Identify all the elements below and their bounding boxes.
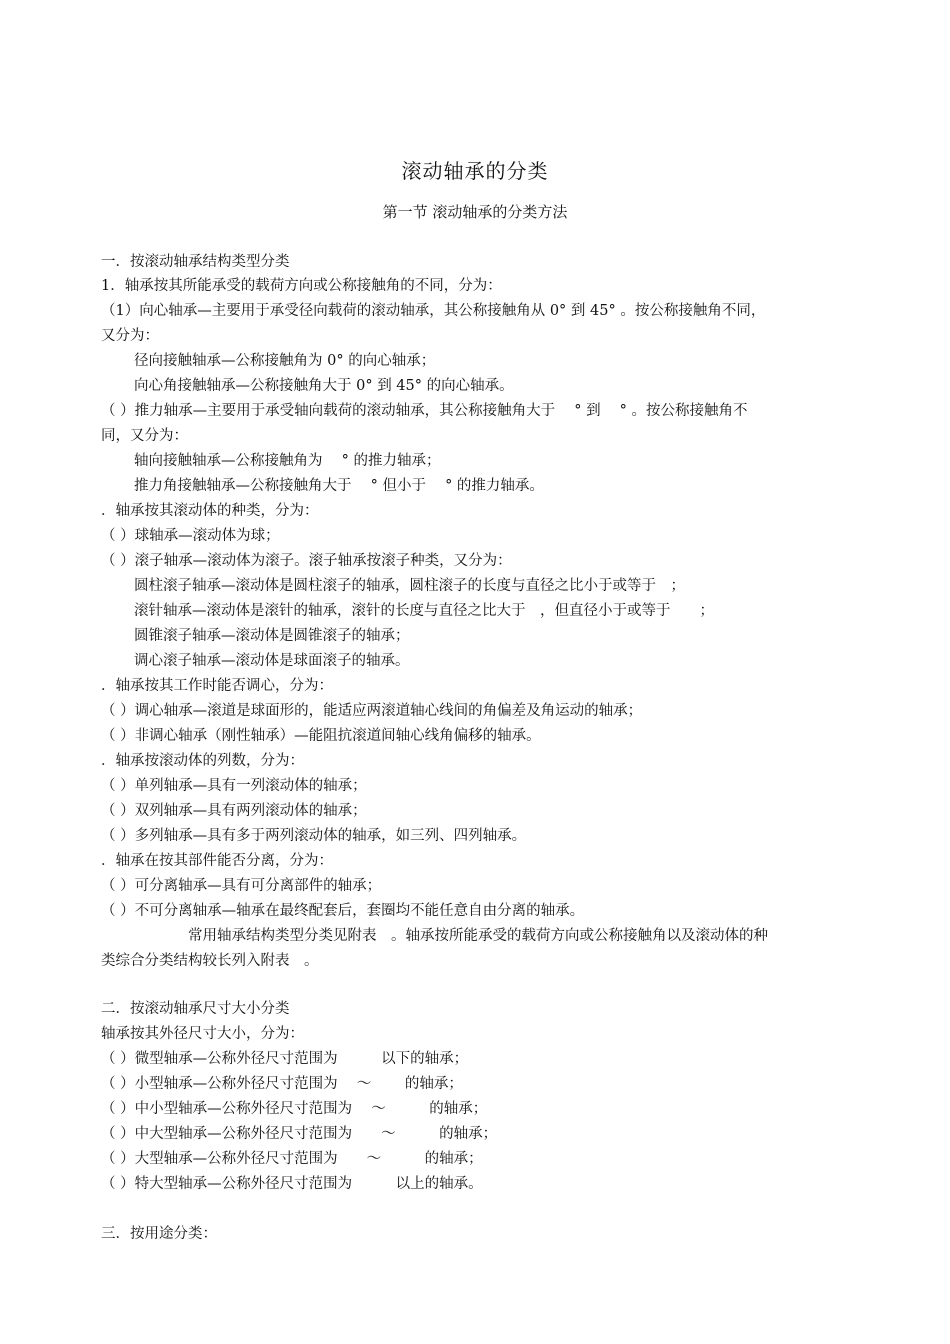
paragraph-line: （ ）双列轴承—具有两列滚动体的轴承；: [101, 803, 367, 819]
paragraph-line: 圆柱滚子轴承—滚动体是圆柱滚子的轴承，圆柱滚子的长度与直径之比小于或等于 ；: [134, 578, 685, 594]
section-heading: 第一节 滚动轴承的分类方法: [382, 203, 568, 221]
paragraph-line: 向心角接触轴承—公称接触角大于 0° 到 45° 的向心轴承。: [134, 378, 514, 394]
paragraph-line: （ ）多列轴承—具有多于两列滚动体的轴承，如三列、四列轴承。: [101, 828, 527, 844]
paragraph-line: （ ）中小型轴承—公称外径尺寸范围为 ～ 的轴承；: [101, 1101, 488, 1117]
paragraph-line: 同，又分为：: [101, 428, 188, 444]
paragraph-line: （ ）大型轴承—公称外径尺寸范围为 ～ 的轴承；: [101, 1151, 483, 1167]
paragraph-line: （ ）不可分离轴承—轴承在最终配套后，套圈均不能任意自由分离的轴承。: [101, 903, 585, 919]
paragraph-line: 1．轴承按其所能承受的载荷方向或公称接触角的不同，分为：: [101, 278, 502, 294]
paragraph-line: （ ）中大型轴承—公称外径尺寸范围为 ～ 的轴承；: [101, 1126, 498, 1142]
paragraph-line: （ ）可分离轴承—具有可分离部件的轴承；: [101, 878, 382, 894]
paragraph-line: （ ）调心轴承—滚道是球面形的，能适应两滚道轴心线间的角偏差及角运动的轴承；: [101, 703, 643, 719]
paragraph-line: 径向接触轴承—公称接触角为 0° 的向心轴承；: [134, 353, 436, 369]
paragraph-line: 圆锥滚子轴承—滚动体是圆锥滚子的轴承；: [134, 628, 410, 644]
paragraph-line: ．轴承在按其部件能否分离，分为：: [101, 853, 333, 869]
paragraph-line: 轴向接触轴承—公称接触角为 ° 的推力轴承；: [134, 453, 441, 469]
paragraph-line: （ ）球轴承—滚动体为球；: [101, 528, 280, 544]
heading-usage: 三．按用途分类：: [101, 1226, 217, 1242]
document-title: 滚动轴承的分类: [401, 159, 549, 183]
paragraph-line: 轴承按其外径尺寸大小，分为：: [101, 1026, 304, 1042]
paragraph-line: 类综合分类结构较长列入附表 。: [101, 953, 319, 969]
paragraph-line: 滚针轴承—滚动体是滚针的轴承，滚针的长度与直径之比大于 ，但直径小于或等于 ；: [134, 603, 714, 619]
paragraph-line: （1）向心轴承—主要用于承受径向载荷的滚动轴承，其公称接触角从 0° 到 45° 。按公称接触角不同，: [101, 303, 766, 319]
paragraph-line: 常用轴承结构类型分类见附表 。轴承按所能承受的载荷方向或公称接触角以及滚动体的种: [188, 928, 768, 944]
paragraph-line: ．轴承按其工作时能否调心，分为：: [101, 678, 333, 694]
paragraph-line: ．轴承按其滚动体的种类，分为：: [101, 503, 319, 519]
heading-size: 二．按滚动轴承尺寸大小分类: [101, 1001, 290, 1017]
paragraph-line: 推力角接触轴承—公称接触角大于 ° 但小于 ° 的推力轴承。: [134, 478, 544, 494]
paragraph-line: （ ）推力轴承—主要用于承受轴向载荷的滚动轴承，其公称接触角大于 ° 到 ° 。按公称接触角不: [101, 403, 748, 419]
paragraph-line: （ ）特大型轴承—公称外径尺寸范围为 以上的轴承。: [101, 1176, 483, 1192]
paragraph-line: （ ）非调心轴承（刚性轴承）—能阻抗滚道间轴心线角偏移的轴承。: [101, 728, 541, 744]
paragraph-line: （ ）微型轴承—公称外径尺寸范围为 以下的轴承；: [101, 1051, 469, 1067]
paragraph-line: ．轴承按滚动体的列数，分为：: [101, 753, 304, 769]
paragraph-line: （ ）小型轴承—公称外径尺寸范围为 ～ 的轴承；: [101, 1076, 463, 1092]
paragraph-line: （ ）滚子轴承—滚动体为滚子。滚子轴承按滚子种类，又分为：: [101, 553, 512, 569]
paragraph-line: 调心滚子轴承—滚动体是球面滚子的轴承。: [134, 653, 410, 669]
paragraph-line: 又分为：: [101, 328, 159, 344]
paragraph-line: （ ）单列轴承—具有一列滚动体的轴承；: [101, 778, 367, 794]
heading-structure: 一．按滚动轴承结构类型分类: [101, 254, 290, 270]
